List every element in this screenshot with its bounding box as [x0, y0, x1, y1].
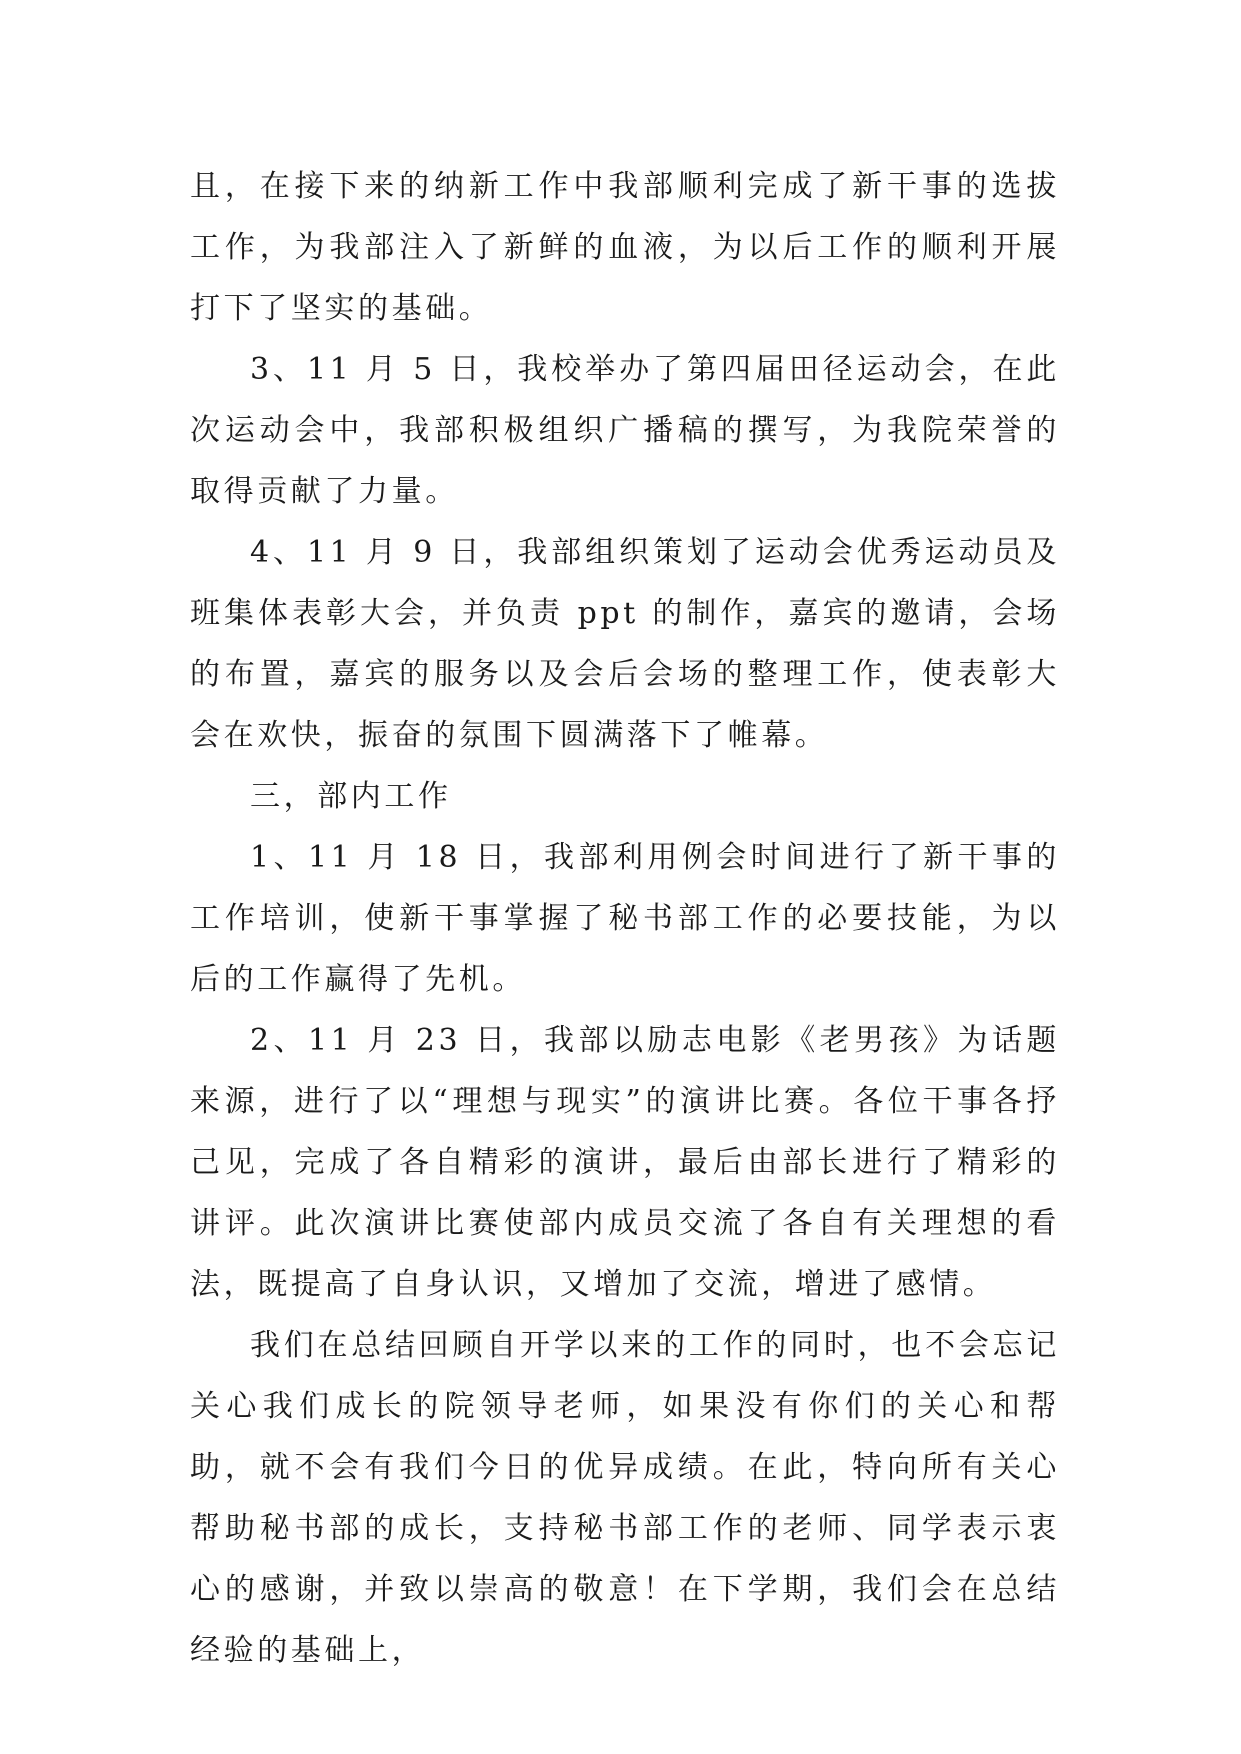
paragraph-award-ceremony: 4、11 月 9 日，我部组织策划了运动会优秀运动员及班集体表彰大会，并负责 ppt 的制作，嘉宾的邀请，会场的布置，嘉宾的服务以及会后会场的整理工作，使表彰大会在欢快，振奋的氛围下圆满落下了帷幕。 [190, 535, 1060, 753]
paragraph-continuation: 且，在接下来的纳新工作中我部顺利完成了新干事的选拔工作，为我部注入了新鲜的血液，为以后工作的顺利开展打下了坚实的基础。 [190, 169, 1060, 326]
paragraph-sports-meet: 3、11 月 5 日，我校举办了第四届田径运动会，在此次运动会中，我部积极组织广播稿的撰写，为我院荣誉的取得贡献了力量。 [190, 352, 1060, 509]
section-heading-internal-work: 三，部内工作 [250, 779, 452, 814]
document-body [190, 156, 1060, 1681]
paragraph-speech-contest: 2、11 月 23 日，我部以励志电影《老男孩》为话题来源，进行了以“理想与现实”的演讲比赛。各位干事各抒己见，完成了各自精彩的演讲，最后由部长进行了精彩的讲评。此次演讲比赛使部内成员交流了各自有关理想的看法，既提高了自身认识，又增加了交流，增进了感情。 [190, 1023, 1060, 1302]
paragraph-acknowledgement: 我们在总结回顾自开学以来的工作的同时，也不会忘记关心我们成长的院领导老师，如果没有你们的关心和帮助，就不会有我们今日的优异成绩。在此，特向所有关心帮助秘书部的成长，支持秘书部工作的老师、同学表示衷心的感谢，并致以崇高的敬意！在下学期，我们会在总结经验的基础上， [190, 1328, 1060, 1668]
paragraph-training: 1、11 月 18 日，我部利用例会时间进行了新干事的工作培训，使新干事掌握了秘书部工作的必要技能，为以后的工作赢得了先机。 [190, 840, 1060, 997]
